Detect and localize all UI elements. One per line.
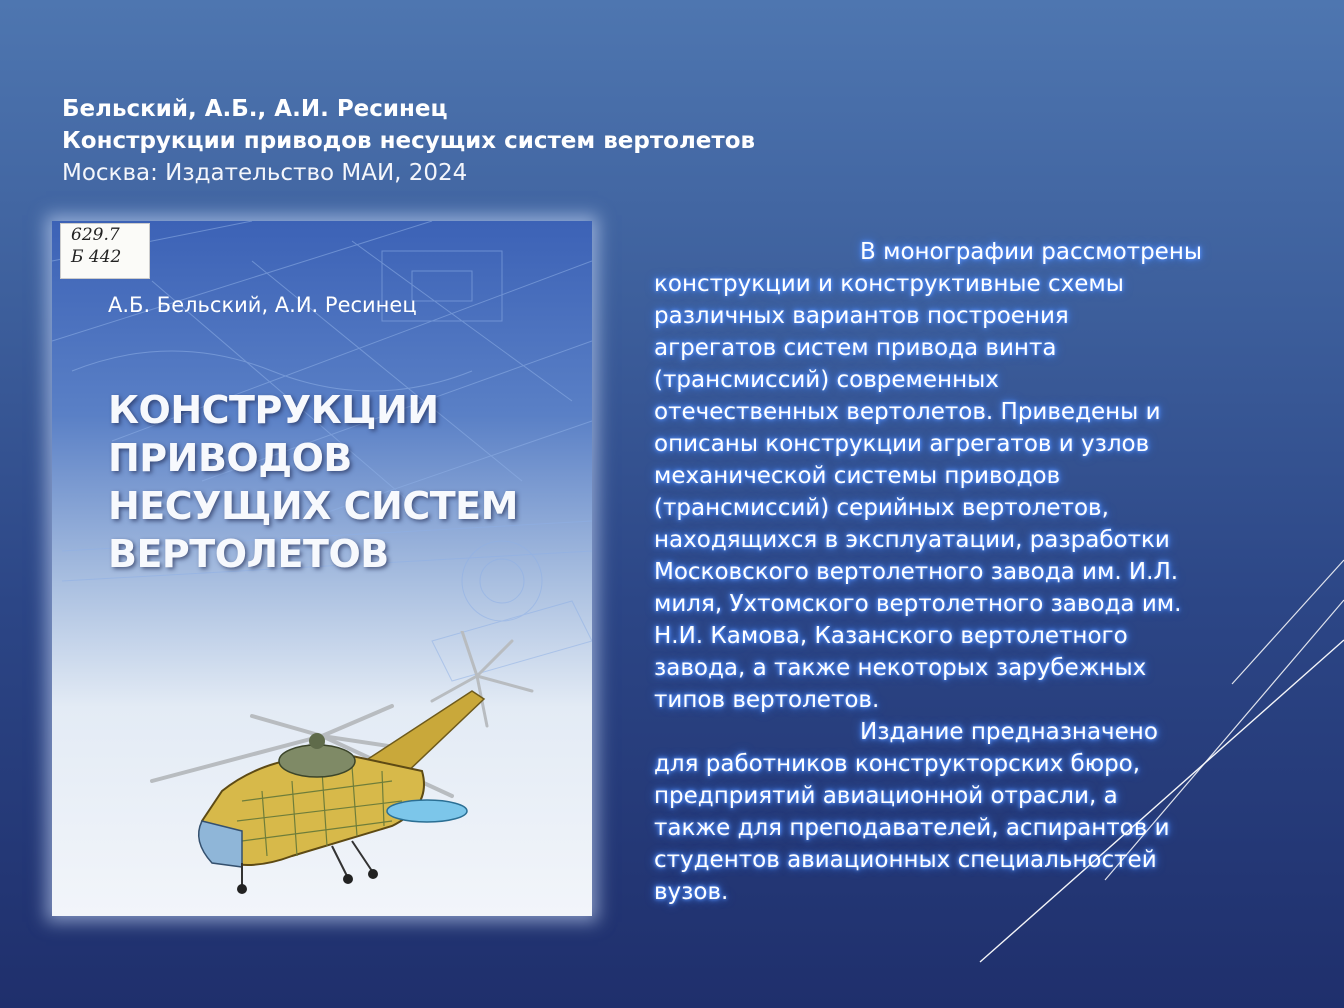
description-line: В монографии рассмотрены bbox=[860, 239, 1203, 265]
cover-title-line-2: ПРИВОДОВ bbox=[108, 436, 352, 480]
description-line: отечественных вертолетов. Приведены и bbox=[654, 399, 1161, 425]
citation-publisher: Москва: Издательство МАИ, 2024 bbox=[62, 160, 468, 186]
description-line: конструкции и конструктивные схемы bbox=[654, 271, 1124, 297]
description-line: также для преподавателей, аспирантов и bbox=[654, 815, 1170, 841]
description-line: студентов авиационных специальностей bbox=[654, 847, 1157, 873]
shelf-mark-line-2: Б 442 bbox=[71, 247, 122, 267]
cover-title-line-1: КОНСТРУКЦИИ bbox=[108, 388, 439, 432]
description-line: Издание предназначено bbox=[860, 719, 1158, 745]
description-line: находящихся в эксплуатации, разработки bbox=[654, 527, 1170, 553]
description-line: предприятий авиационной отрасли, а bbox=[654, 783, 1118, 809]
cover-title-line-3: НЕСУЩИХ СИСТЕМ bbox=[108, 484, 518, 528]
description-line: завода, а также некоторых зарубежных bbox=[654, 655, 1147, 681]
description-line: Московского вертолетного завода им. И.Л. bbox=[654, 559, 1179, 585]
description-line: различных вариантов построения bbox=[654, 303, 1069, 329]
citation-title: Конструкции приводов несущих систем вертолетов bbox=[62, 128, 756, 154]
description-line: (трансмиссий) серийных вертолетов, bbox=[654, 495, 1109, 521]
description-line: миля, Ухтомского вертолетного завода им. bbox=[654, 591, 1182, 617]
description-line: Н.И. Камова, Казанского вертолетного bbox=[654, 623, 1128, 649]
description-line: описаны конструкции агрегатов и узлов bbox=[654, 431, 1150, 457]
description-line: вузов. bbox=[654, 879, 729, 905]
description-line: (трансмиссий) современных bbox=[654, 367, 999, 393]
cover-title-line-4: ВЕРТОЛЕТОВ bbox=[108, 532, 389, 576]
description-line: механической системы приводов bbox=[654, 463, 1061, 489]
description-line: типов вертолетов. bbox=[654, 687, 880, 713]
description-line: для работников конструкторских бюро, bbox=[654, 751, 1141, 777]
cover-authors: А.Б. Бельский, А.И. Ресинец bbox=[108, 293, 417, 317]
description-line: агрегатов систем привода винта bbox=[654, 335, 1057, 361]
shelf-mark-line-1: 629.7 bbox=[71, 225, 120, 245]
citation-authors: Бельский, А.Б., А.И. Ресинец bbox=[62, 96, 448, 122]
